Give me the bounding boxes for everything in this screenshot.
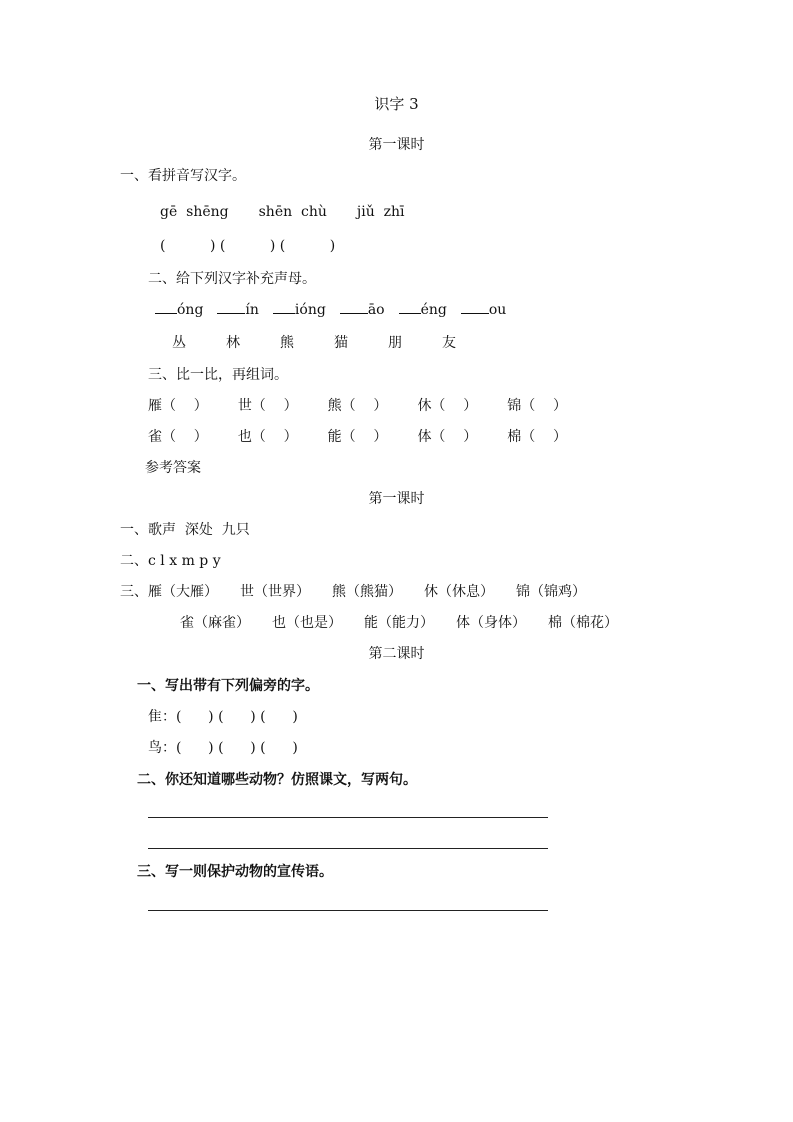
- chars-row: [172, 334, 456, 352]
- compare-item[interactable]: 休（ ）: [417, 398, 478, 414]
- answer-3-row-2: [180, 614, 618, 632]
- answer-1: 一、歌声 深处 九只: [120, 522, 250, 538]
- final-group: [155, 301, 203, 319]
- writing-line[interactable]: [148, 848, 548, 849]
- answer-item: 也（也是）: [272, 615, 342, 631]
- blank[interactable]: [273, 301, 295, 314]
- compare-item[interactable]: 世（ ）: [237, 398, 298, 414]
- answer-item: 雁（大雁）: [148, 584, 218, 600]
- answer-item: 熊（熊猫）: [332, 584, 402, 600]
- char: 朋: [388, 335, 402, 351]
- compare-row-2: [148, 428, 567, 446]
- answer-item: 体（身体）: [456, 615, 526, 631]
- blank[interactable]: [155, 301, 177, 314]
- l2-q2-title: 二、你还知道哪些动物？仿照课文，写两句。: [137, 772, 417, 788]
- l2-q1-title: 一、写出带有下列偏旁的字。: [137, 678, 319, 694]
- final-group: [340, 301, 385, 319]
- l1-q1-title: 一、看拼音写汉字。: [120, 168, 246, 184]
- final-group: [399, 301, 447, 319]
- compare-item[interactable]: 雁（ ）: [148, 398, 208, 414]
- answer-item: 雀（麻雀）: [180, 615, 250, 631]
- pinyin-item: gē shēng: [160, 204, 229, 220]
- final: ín: [245, 302, 259, 318]
- blank[interactable]: [461, 301, 489, 314]
- compare-item[interactable]: 也（ ）: [237, 429, 298, 445]
- radical-row[interactable]: 隹：( ) ( ) ( ): [148, 709, 298, 725]
- lesson1-heading: 第一课时: [368, 137, 425, 153]
- final: āo: [367, 302, 385, 318]
- final-group: [461, 301, 506, 319]
- compare-item[interactable]: 棉（ ）: [507, 429, 568, 445]
- final: ióng: [294, 302, 326, 318]
- answer-item: 锦（锦鸡）: [516, 584, 586, 600]
- l1-q3-title: 三、比一比，再组词。: [148, 367, 288, 383]
- l1-q2-title: 二、给下列汉字补充声母。: [148, 271, 316, 287]
- answer-prefix: 三、: [120, 584, 148, 600]
- answer-2: 二、c l x m p y: [120, 553, 221, 569]
- l2-q3-title: 三、写一则保护动物的宣传语。: [137, 864, 333, 880]
- compare-row-1: [148, 397, 567, 415]
- pinyin-item: shēn chù: [258, 204, 327, 220]
- finals-row: [155, 301, 506, 319]
- answers-heading: 参考答案: [145, 460, 201, 476]
- char: 猫: [334, 335, 348, 351]
- answer-3-row-1: [120, 583, 586, 601]
- answer-item: 休（休息）: [424, 584, 494, 600]
- final: óng: [177, 302, 204, 318]
- pinyin-item: jiǔ zhī: [356, 204, 405, 220]
- answer-item: 能（能力）: [364, 615, 434, 631]
- compare-item[interactable]: 能（ ）: [327, 429, 388, 445]
- final-group: [273, 301, 326, 319]
- blank[interactable]: [399, 301, 421, 314]
- compare-item[interactable]: 熊（ ）: [327, 398, 388, 414]
- compare-item[interactable]: 锦（ ）: [507, 398, 568, 414]
- final-group: [217, 301, 259, 319]
- writing-line[interactable]: [148, 910, 548, 911]
- pinyin-row: [160, 203, 405, 221]
- char: 熊: [280, 335, 294, 351]
- document-title: 识字 3: [374, 95, 419, 113]
- lesson2-heading: 第二课时: [368, 646, 425, 662]
- blank[interactable]: [217, 301, 245, 314]
- compare-item[interactable]: 雀（ ）: [148, 429, 208, 445]
- answer-item: 世（世界）: [240, 584, 310, 600]
- final: éng: [420, 302, 447, 318]
- answer-item: 棉（棉花）: [548, 615, 618, 631]
- char: 友: [442, 335, 456, 351]
- final: ou: [488, 302, 507, 318]
- blank[interactable]: [340, 301, 368, 314]
- radical-row[interactable]: 鸟：( ) ( ) ( ): [148, 740, 298, 756]
- compare-item[interactable]: 体（ ）: [417, 429, 478, 445]
- char: 丛: [172, 335, 186, 351]
- answers-lesson-heading: 第一课时: [368, 491, 425, 507]
- char: 林: [226, 335, 240, 351]
- answer-blanks[interactable]: ( ) ( ) ( ): [160, 238, 336, 254]
- writing-line[interactable]: [148, 817, 548, 818]
